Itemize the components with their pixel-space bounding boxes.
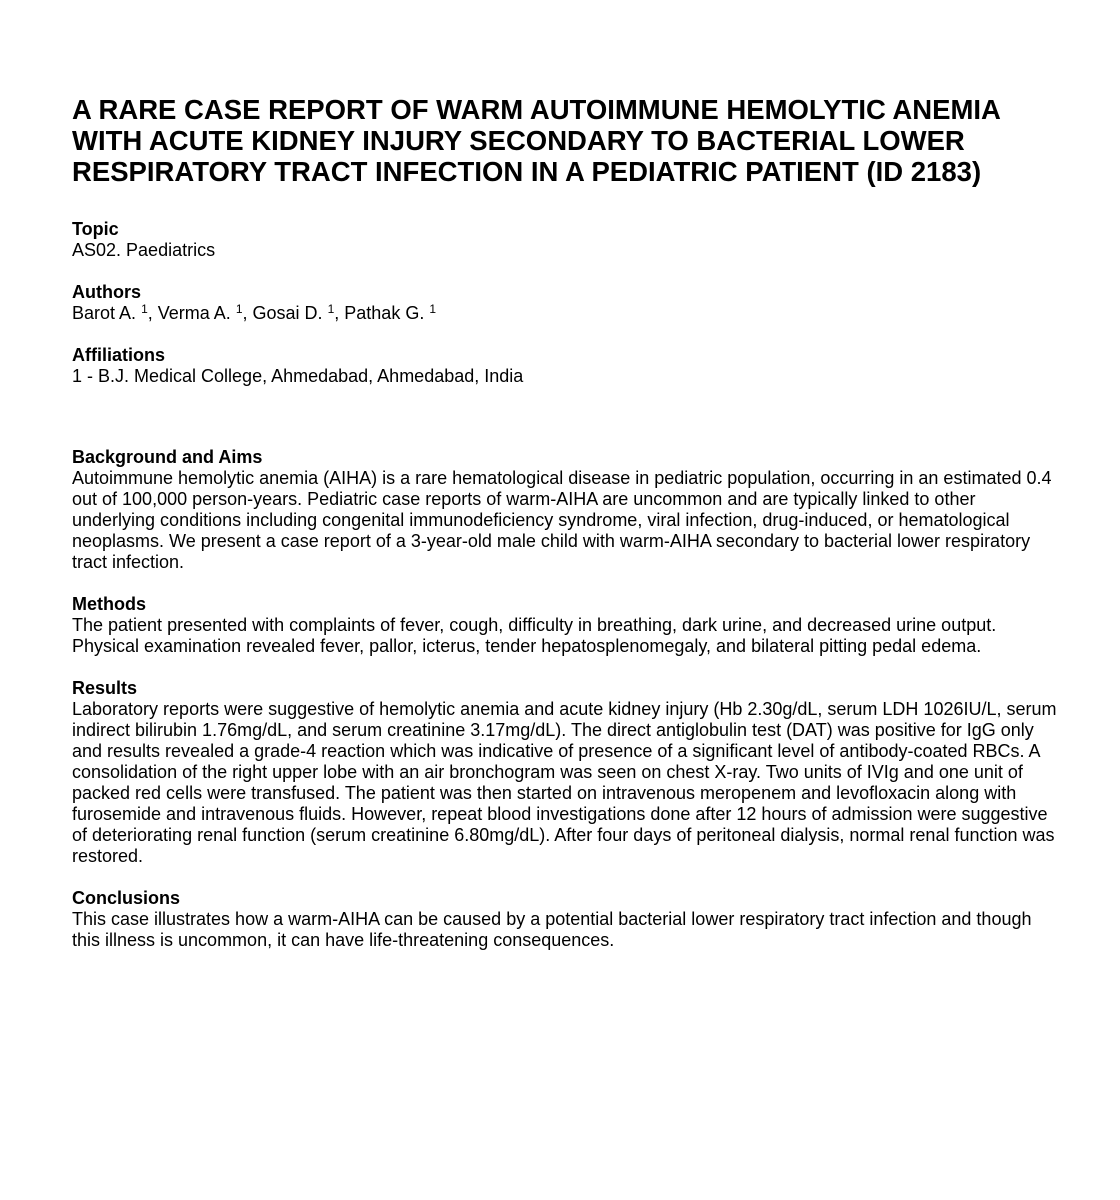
background-heading: Background and Aims bbox=[72, 447, 263, 467]
authors-list bbox=[72, 303, 1057, 324]
affiliations-label: Affiliations bbox=[72, 345, 165, 365]
author-name: Pathak G. bbox=[344, 303, 425, 323]
conclusions-heading: Conclusions bbox=[72, 888, 181, 908]
conclusions-text: This case illustrates how a warm-AIHA can be caused by a potential bacterial lower respiratory tract infection and though this illness is uncommon, it can have life-threatening consequences. bbox=[72, 909, 1032, 950]
author-name: Verma A. bbox=[157, 303, 231, 323]
methods-section bbox=[72, 594, 1057, 657]
abstract-title: A RARE CASE REPORT OF WARM AUTOIMMUNE HEMOLYTIC ANEMIA WITH ACUTE KIDNEY INJURY SECONDARY TO BACTERIAL LOWER RESPIRATORY TRACT INFECTION IN A PEDIATRIC PATIENT (ID 2183) bbox=[72, 94, 1000, 187]
affiliations-block bbox=[72, 345, 1057, 387]
author-name: Barot A. bbox=[72, 303, 137, 323]
author-affiliation-marker: 1 bbox=[235, 302, 243, 316]
authors-label: Authors bbox=[72, 282, 141, 302]
results-text: Laboratory reports were suggestive of hemolytic anemia and acute kidney injury (Hb 2.30g/dL, serum LDH 1026IU/L, serum indirect bilirubin 1.76mg/dL, and serum creatinine 3.17mg/dL). The direct antiglobulin test (DAT) was positive for IgG only and results revealed a grade-4 reaction which was indicative of presence of a significant level of antibody-coated RBCs. A consolidation of the right upper lobe with an air bronchogram was seen on chest X-ray. Two units of IVIg and one unit of packed red cells were transfused. The patient was then started on intravenous meropenem and levofloxacin along with furosemide and intravenous fluids. However, repeat blood investigations done after 12 hours of admission were suggestive of deteriorating renal function (serum creatinine 6.80mg/dL). After four days of peritoneal dialysis, normal renal function was restored. bbox=[72, 699, 1057, 866]
author-affiliation-marker: 1 bbox=[429, 302, 437, 316]
topic-block bbox=[72, 219, 1057, 261]
author-separator: , bbox=[334, 303, 345, 323]
topic-label: Topic bbox=[72, 219, 119, 239]
author-separator: , bbox=[242, 303, 253, 323]
results-heading: Results bbox=[72, 678, 138, 698]
affiliations-value: 1 - B.J. Medical College, Ahmedabad, Ahmedabad, India bbox=[72, 366, 524, 386]
abstract-page bbox=[72, 94, 1057, 951]
conclusions-section bbox=[72, 888, 1057, 951]
author-name: Gosai D. bbox=[252, 303, 323, 323]
author-affiliation-marker: 1 bbox=[327, 302, 335, 316]
background-section bbox=[72, 447, 1057, 573]
results-section bbox=[72, 678, 1057, 867]
methods-text: The patient presented with complaints of fever, cough, difficulty in breathing, dark urine, and decreased urine output. Physical examination revealed fever, pallor, icterus, tender hepatosplenomegaly, and bilateral pitting pedal edema. bbox=[72, 615, 997, 656]
topic-value: AS02. Paediatrics bbox=[72, 240, 216, 260]
methods-heading: Methods bbox=[72, 594, 146, 614]
background-text: Autoimmune hemolytic anemia (AIHA) is a rare hematological disease in pediatric population, occurring in an estimated 0.4 out of 100,000 person-years. Pediatric case reports of warm-AIHA are uncommon and are typically linked to other underlying conditions including congenital immunodeficiency syndrome, viral infection, drug-induced, or hematological neoplasms. We present a case report of a 3-year-old male child with warm-AIHA secondary to bacterial lower respiratory tract infection. bbox=[72, 468, 1052, 572]
author-separator: , bbox=[147, 303, 158, 323]
author-affiliation-marker: 1 bbox=[141, 302, 148, 316]
authors-block bbox=[72, 282, 1057, 324]
